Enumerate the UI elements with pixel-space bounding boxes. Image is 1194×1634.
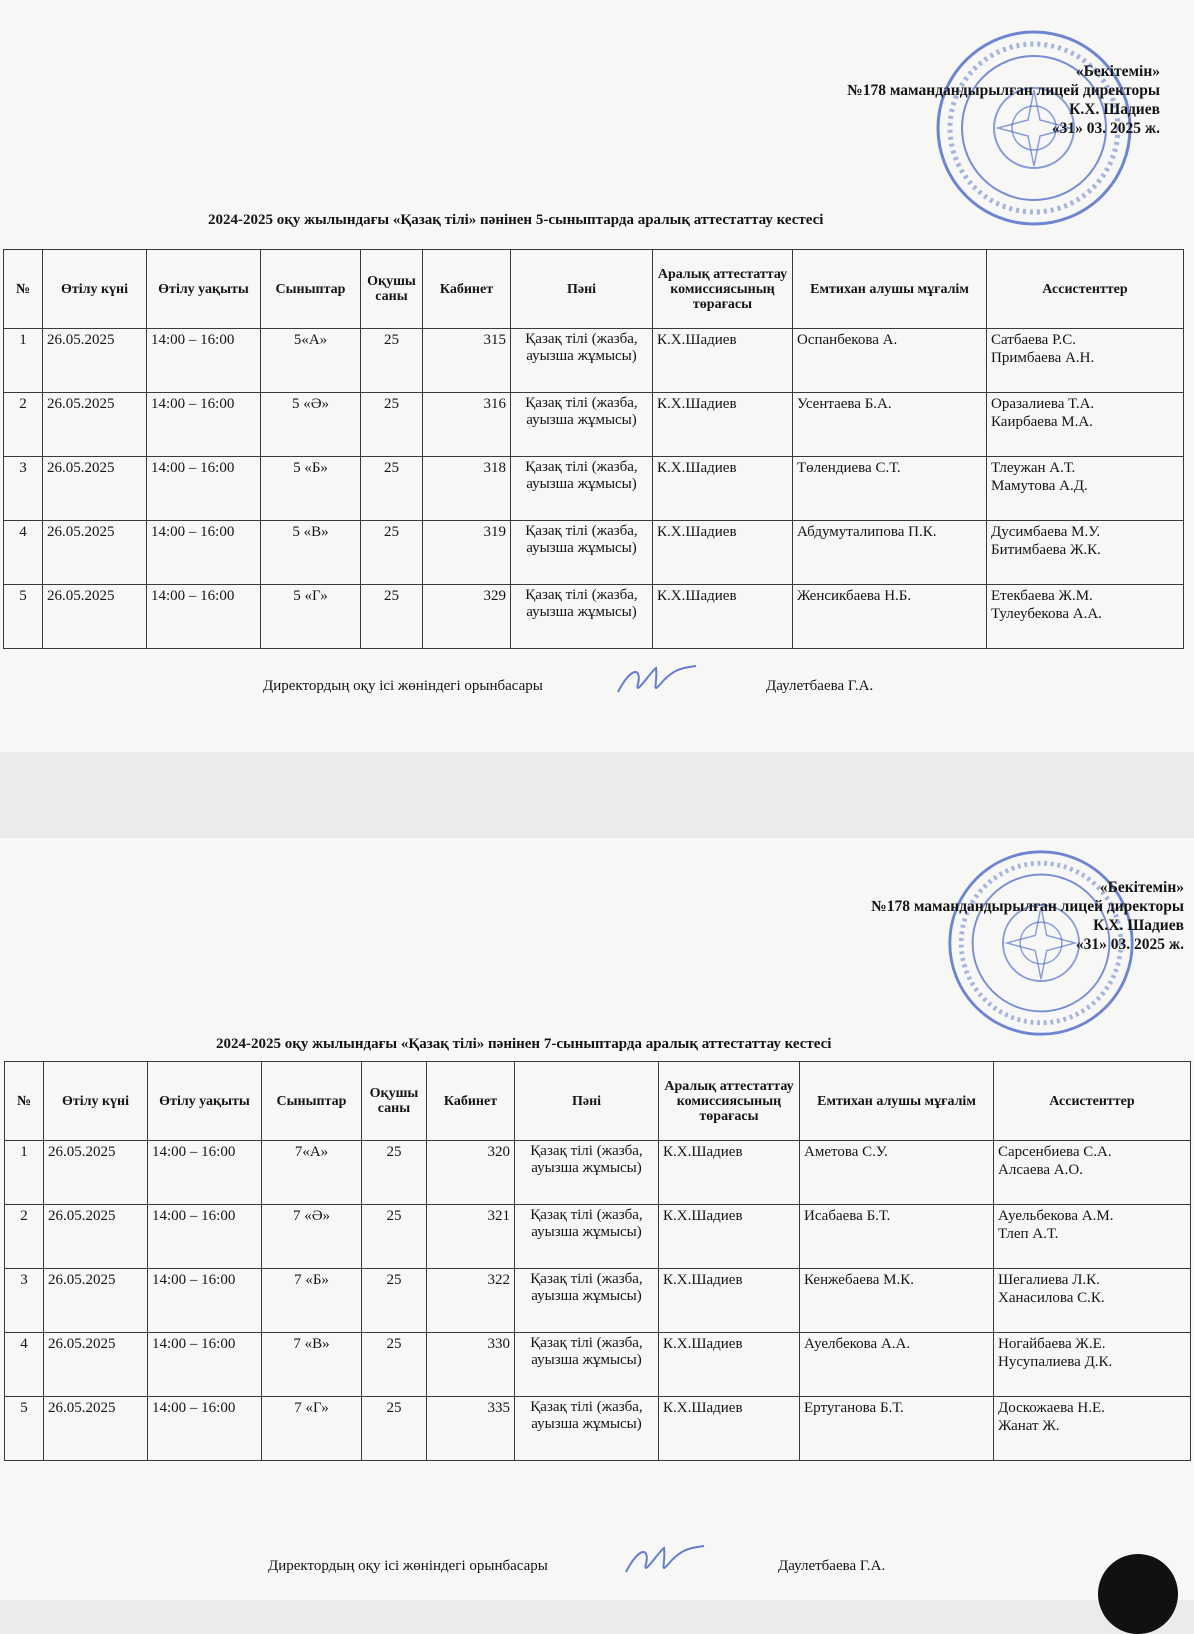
table-header-row [4, 250, 1184, 329]
examiner: Исабаева Б.Т. [800, 1205, 994, 1269]
exam-date: 26.05.2025 [44, 1205, 148, 1269]
row-number: 2 [5, 1205, 44, 1269]
assistants [987, 585, 1184, 649]
table-header-row [5, 1062, 1191, 1141]
class-name: 5 «Г» [261, 585, 361, 649]
document-page-2 [0, 838, 1194, 1600]
table-row [4, 521, 1184, 585]
commission-chair: К.Х.Шадиев [653, 393, 793, 457]
table-row [4, 585, 1184, 649]
exam-time: 14:00 – 16:00 [148, 1333, 262, 1397]
exam-date: 26.05.2025 [44, 1269, 148, 1333]
class-name: 7 «Г» [262, 1397, 362, 1461]
student-count: 25 [362, 1397, 427, 1461]
column-header: Өтілу уақыты [147, 250, 261, 329]
deputy-position: Директордың оқу ісі жөніндегі орынбасары [268, 1558, 548, 1574]
class-name: 5 «Б» [261, 457, 361, 521]
exam-time: 14:00 – 16:00 [147, 585, 261, 649]
commission-chair: К.Х.Шадиев [659, 1141, 800, 1205]
room-number: 319 [423, 521, 511, 585]
commission-chair: К.Х.Шадиев [659, 1269, 800, 1333]
room-number: 322 [427, 1269, 515, 1333]
commission-chair: К.Х.Шадиев [659, 1333, 800, 1397]
column-header: Кабинет [423, 250, 511, 329]
assistant-name: Сатбаева Р.С. [991, 332, 1077, 348]
room-number: 320 [427, 1141, 515, 1205]
examiner: Ертуганова Б.Т. [800, 1397, 994, 1461]
exam-date: 26.05.2025 [44, 1333, 148, 1397]
signature-icon [620, 1542, 710, 1582]
exam-date: 26.05.2025 [43, 457, 147, 521]
room-number: 318 [423, 457, 511, 521]
row-number: 3 [5, 1269, 44, 1333]
assistant-name: Дусимбаева М.У. [991, 524, 1101, 540]
approval-position: №178 мамандандырылған лицей директоры [847, 82, 1160, 99]
column-header: Емтихан алушы мұғалім [793, 250, 987, 329]
table-row [4, 329, 1184, 393]
exam-date: 26.05.2025 [43, 329, 147, 393]
assistant-name: Оразалиева Т.А. [991, 396, 1095, 412]
assistant-name: Примбаева А.Н. [991, 350, 1095, 366]
column-header: № [4, 250, 43, 329]
exam-date: 26.05.2025 [43, 521, 147, 585]
assistant-name: Каирбаева М.А. [991, 414, 1093, 430]
subject: Қазақ тілі (жазба, ауызша жұмысы) [515, 1269, 659, 1333]
student-count: 25 [361, 521, 423, 585]
deputy-name: Даулетбаева Г.А. [778, 1558, 886, 1574]
document-title: 2024-2025 оқу жылындағы «Қазақ тілі» пәнінен 7-сыныптарда аралық аттестаттау кестесі [216, 1036, 832, 1052]
column-header: Ассистенттер [987, 250, 1184, 329]
subject: Қазақ тілі (жазба, ауызша жұмысы) [515, 1397, 659, 1461]
approval-block [871, 878, 1184, 954]
student-count: 25 [361, 585, 423, 649]
document-page-1 [0, 0, 1194, 752]
assistant-name: Тлеп А.Т. [998, 1226, 1059, 1242]
room-number: 330 [427, 1333, 515, 1397]
commission-chair: К.Х.Шадиев [653, 585, 793, 649]
row-number: 2 [4, 393, 43, 457]
approval-director: К.Х. Шадиев [1093, 917, 1184, 934]
signature-icon [612, 662, 702, 702]
approval-position: №178 мамандандырылған лицей директоры [871, 898, 1184, 915]
commission-chair: К.Х.Шадиев [659, 1205, 800, 1269]
assistants [994, 1205, 1191, 1269]
subject: Қазақ тілі (жазба, ауызша жұмысы) [511, 585, 653, 649]
assistants [987, 329, 1184, 393]
deputy-name: Даулетбаева Г.А. [766, 678, 874, 694]
approval-date: «31» 03. 2025 ж. [1075, 936, 1184, 953]
assistant-name: Нусупалиева Д.К. [998, 1354, 1113, 1370]
deputy-position: Директордың оқу ісі жөніндегі орынбасары [263, 678, 543, 694]
column-header: Оқушы саны [362, 1062, 427, 1141]
column-header: Өтілу күні [43, 250, 147, 329]
exam-date: 26.05.2025 [43, 585, 147, 649]
table-row [5, 1397, 1191, 1461]
column-header: Кабинет [427, 1062, 515, 1141]
commission-chair: К.Х.Шадиев [659, 1397, 800, 1461]
commission-chair: К.Х.Шадиев [653, 457, 793, 521]
schedule-table [3, 249, 1184, 649]
subject: Қазақ тілі (жазба, ауызша жұмысы) [515, 1333, 659, 1397]
column-header: Ассистенттер [994, 1062, 1191, 1141]
exam-date: 26.05.2025 [44, 1397, 148, 1461]
exam-time: 14:00 – 16:00 [148, 1141, 262, 1205]
exam-time: 14:00 – 16:00 [147, 521, 261, 585]
assistant-name: Ханасилова С.К. [998, 1290, 1105, 1306]
column-header: Емтихан алушы мұғалім [800, 1062, 994, 1141]
assistants [987, 393, 1184, 457]
subject: Қазақ тілі (жазба, ауызша жұмысы) [515, 1141, 659, 1205]
exam-time: 14:00 – 16:00 [147, 393, 261, 457]
exam-time: 14:00 – 16:00 [147, 457, 261, 521]
assistant-name: Ногайбаева Ж.Е. [998, 1336, 1106, 1352]
document-title: 2024-2025 оқу жылындағы «Қазақ тілі» пәнінен 5-сыныптарда аралық аттестаттау кестесі [208, 212, 824, 228]
assistant-name: Ауельбекова А.М. [998, 1208, 1114, 1224]
exam-time: 14:00 – 16:00 [147, 329, 261, 393]
column-header: № [5, 1062, 44, 1141]
row-number: 5 [4, 585, 43, 649]
assistant-name: Тлеужан А.Т. [991, 460, 1076, 476]
subject: Қазақ тілі (жазба, ауызша жұмысы) [511, 393, 653, 457]
subject: Қазақ тілі (жазба, ауызша жұмысы) [511, 521, 653, 585]
commission-chair: К.Х.Шадиев [653, 329, 793, 393]
schedule-table [4, 1061, 1191, 1461]
student-count: 25 [362, 1269, 427, 1333]
row-number: 5 [5, 1397, 44, 1461]
exam-time: 14:00 – 16:00 [148, 1397, 262, 1461]
examiner: Кенжебаева М.К. [800, 1269, 994, 1333]
class-name: 7«А» [262, 1141, 362, 1205]
assistants [994, 1141, 1191, 1205]
examiner: Төлендиева С.Т. [793, 457, 987, 521]
assistant-name: Шегалиева Л.К. [998, 1272, 1100, 1288]
table-row [5, 1141, 1191, 1205]
column-header: Оқушы саны [361, 250, 423, 329]
table-row [4, 393, 1184, 457]
assistant-name: Жанат Ж. [998, 1418, 1060, 1434]
column-header: Сыныптар [262, 1062, 362, 1141]
class-name: 5«А» [261, 329, 361, 393]
subject: Қазақ тілі (жазба, ауызша жұмысы) [511, 329, 653, 393]
examiner: Оспанбекова А. [793, 329, 987, 393]
row-number: 1 [4, 329, 43, 393]
assistants [994, 1397, 1191, 1461]
exam-date: 26.05.2025 [44, 1141, 148, 1205]
column-header: Пәні [515, 1062, 659, 1141]
class-name: 7 «В» [262, 1333, 362, 1397]
column-header: Өтілу уақыты [148, 1062, 262, 1141]
student-count: 25 [361, 329, 423, 393]
examiner: Женсикбаева Н.Б. [793, 585, 987, 649]
student-count: 25 [362, 1333, 427, 1397]
class-name: 7 «Ә» [262, 1205, 362, 1269]
examiner: Ауелбекова А.А. [800, 1333, 994, 1397]
assistant-name: Мамутова А.Д. [991, 478, 1088, 494]
class-name: 7 «Б» [262, 1269, 362, 1333]
table-row [5, 1269, 1191, 1333]
table-row [5, 1205, 1191, 1269]
subject: Қазақ тілі (жазба, ауызша жұмысы) [515, 1205, 659, 1269]
student-count: 25 [362, 1141, 427, 1205]
room-number: 329 [423, 585, 511, 649]
exam-time: 14:00 – 16:00 [148, 1269, 262, 1333]
class-name: 5 «Ә» [261, 393, 361, 457]
commission-chair: К.Х.Шадиев [653, 521, 793, 585]
student-count: 25 [361, 457, 423, 521]
column-header: Аралық аттестаттау комиссиясының төрағасы [659, 1062, 800, 1141]
assistants [987, 521, 1184, 585]
approval-director: К.Х. Шадиев [1069, 101, 1160, 118]
column-header: Пәні [511, 250, 653, 329]
table-row [4, 457, 1184, 521]
room-number: 315 [423, 329, 511, 393]
corner-overlay [1098, 1554, 1178, 1634]
assistant-name: Сарсенбиева С.А. [998, 1144, 1112, 1160]
row-number: 4 [4, 521, 43, 585]
room-number: 321 [427, 1205, 515, 1269]
row-number: 4 [5, 1333, 44, 1397]
exam-time: 14:00 – 16:00 [148, 1205, 262, 1269]
examiner: Абдумуталипова П.К. [793, 521, 987, 585]
row-number: 3 [4, 457, 43, 521]
subject: Қазақ тілі (жазба, ауызша жұмысы) [511, 457, 653, 521]
approval-date: «31» 03. 2025 ж. [1051, 120, 1160, 137]
assistant-name: Тулеубекова А.А. [991, 606, 1102, 622]
student-count: 25 [361, 393, 423, 457]
examiner: Аметова С.У. [800, 1141, 994, 1205]
examiner: Усентаева Б.А. [793, 393, 987, 457]
assistants [994, 1269, 1191, 1333]
approval-block [847, 62, 1160, 138]
approval-heading: «Бекітемін» [1099, 879, 1184, 896]
column-header: Өтілу күні [44, 1062, 148, 1141]
assistant-name: Етекбаева Ж.М. [991, 588, 1093, 604]
column-header: Аралық аттестаттау комиссиясының төрағасы [653, 250, 793, 329]
room-number: 335 [427, 1397, 515, 1461]
assistants [987, 457, 1184, 521]
column-header: Сыныптар [261, 250, 361, 329]
exam-date: 26.05.2025 [43, 393, 147, 457]
row-number: 1 [5, 1141, 44, 1205]
class-name: 5 «В» [261, 521, 361, 585]
assistant-name: Доскожаева Н.Е. [998, 1400, 1105, 1416]
assistant-name: Алсаева А.О. [998, 1162, 1083, 1178]
table-row [5, 1333, 1191, 1397]
assistants [994, 1333, 1191, 1397]
assistant-name: Битимбаева Ж.К. [991, 542, 1101, 558]
approval-heading: «Бекітемін» [1075, 63, 1160, 80]
room-number: 316 [423, 393, 511, 457]
student-count: 25 [362, 1205, 427, 1269]
